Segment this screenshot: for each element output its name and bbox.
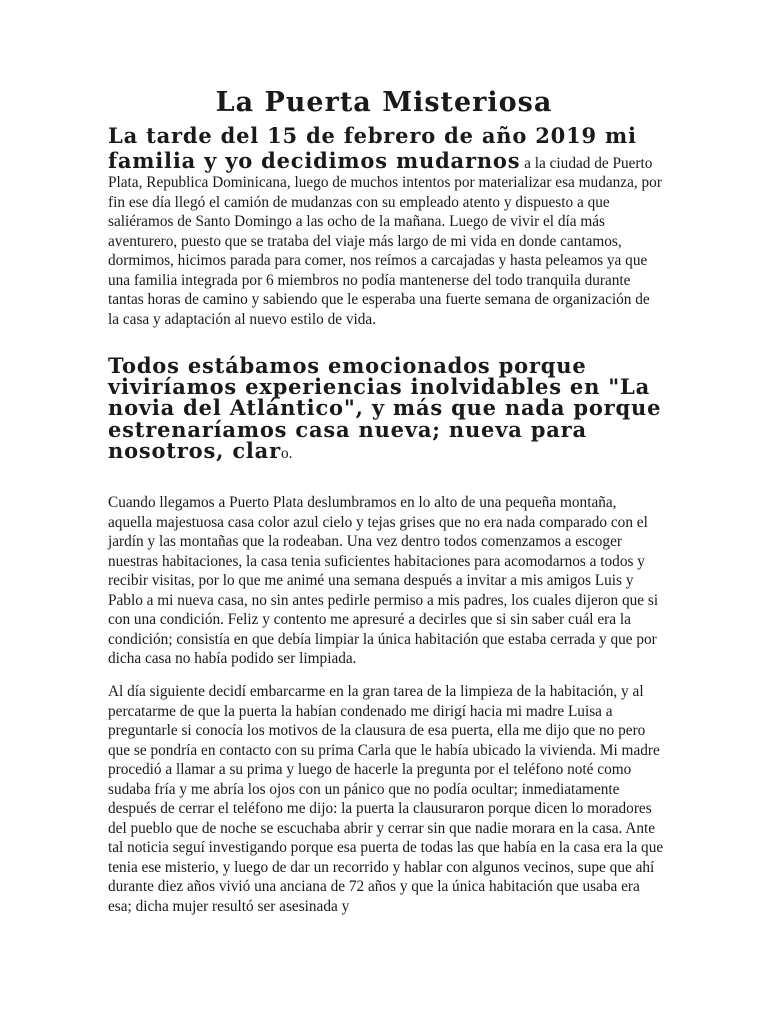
section-heading-tail: o. bbox=[280, 444, 293, 462]
mystery-paragraph: Al día siguiente decidí embarcarme en la gran tarea de la limpieza de la habitación, y al percatarme de que la puerta la habían condenado me dirigí hacia mi madre Luisa a preguntarle si conocía los motivos de la clausura de esa puerta, ella me dijo que no pero que se pondría en contacto con su prima Carla que le había ubicado la vivienda. Mi madre procedió a llamar a su prima y luego de hacerle la pregunta por el teléfono noté como sudaba fría y me abría los ojos con un pánico que no podía ocultar; inmediatamente después de cerrar el teléfono me dijo: la puerta la clausuraron porque dicen lo moradores del pueblo que de noche se escuchaba abrir y cerrar sin que nadie morara en la casa. Ante tal noticia seguí investigando porque esa puerta de todas las que había en la casa era la que tenia ese misterio, y luego de dar un recorrido y hablar con algunos vecinos, supe que ahí durante diez años vivió una anciana de 72 años y que la única habitación que usaba era esa; dicha mujer resultó ser asesinada y bbox=[108, 683, 664, 915]
arrival-paragraph: Cuando llegamos a Puerto Plata deslumbramos en lo alto de una pequeña montaña, aquella majestuosa casa color azul cielo y tejas grises que no era nada comparado con el jardín y las montañas que la rodeaban. Una vez dentro todos comenzamos a escoger nuestras habitaciones, la casa tenia suficientes habitaciones para acomodarnos a todos y recibir visitas, por lo que me animé una semana después a invitar a mis amigos Luis y Pablo a mi nueva casa, no sin antes pedirle permiso a mis padres, los cuales dijeron que si con una condición. Feliz y contento me apresuré a decirles que si sin saber cuál era la condición; consistía en que debía limpiar la única habitación que estaba cerrada y que por dicha casa no había podido ser limpiada. bbox=[108, 494, 659, 667]
intro-paragraph bbox=[108, 124, 664, 329]
document-title: La Puerta Misteriosa bbox=[215, 87, 553, 118]
section-heading-text: Todos estábamos emocionados porque viviríamos experiencias inolvidables en "La novia del Atlántico", y más que nada porque estrenaríamos casa nueva; nueva para nosotros, clar bbox=[108, 353, 662, 463]
intro-heading: La tarde del 15 de febrero de año 2019 mi familia y yo decidimos mudarnos bbox=[108, 123, 637, 173]
section-heading bbox=[108, 355, 664, 464]
intro-body: a la ciudad de Puerto Plata, Republica Dominicana, luego de muchos intentos por materializar esa mudanza, por fin ese día llegó el camión de mudanzas con su empleado atento y dispuesto a que saliéramos de Santo Domingo a las ocho de la mañana. Luego de vivir el día más aventurero, puesto que se trataba del viaje más largo de mi vida en donde cantamos, dormimos, hicimos parada para comer, nos reímos a carcajadas y hasta peleamos ya que una familia integrada por 6 miembros no podía mantenerse del todo tranquila durante tantas horas de camino y sabiendo que le esperaba una fuerte semana de organización de la casa y adaptación al nuevo estilo de vida. bbox=[108, 154, 662, 328]
